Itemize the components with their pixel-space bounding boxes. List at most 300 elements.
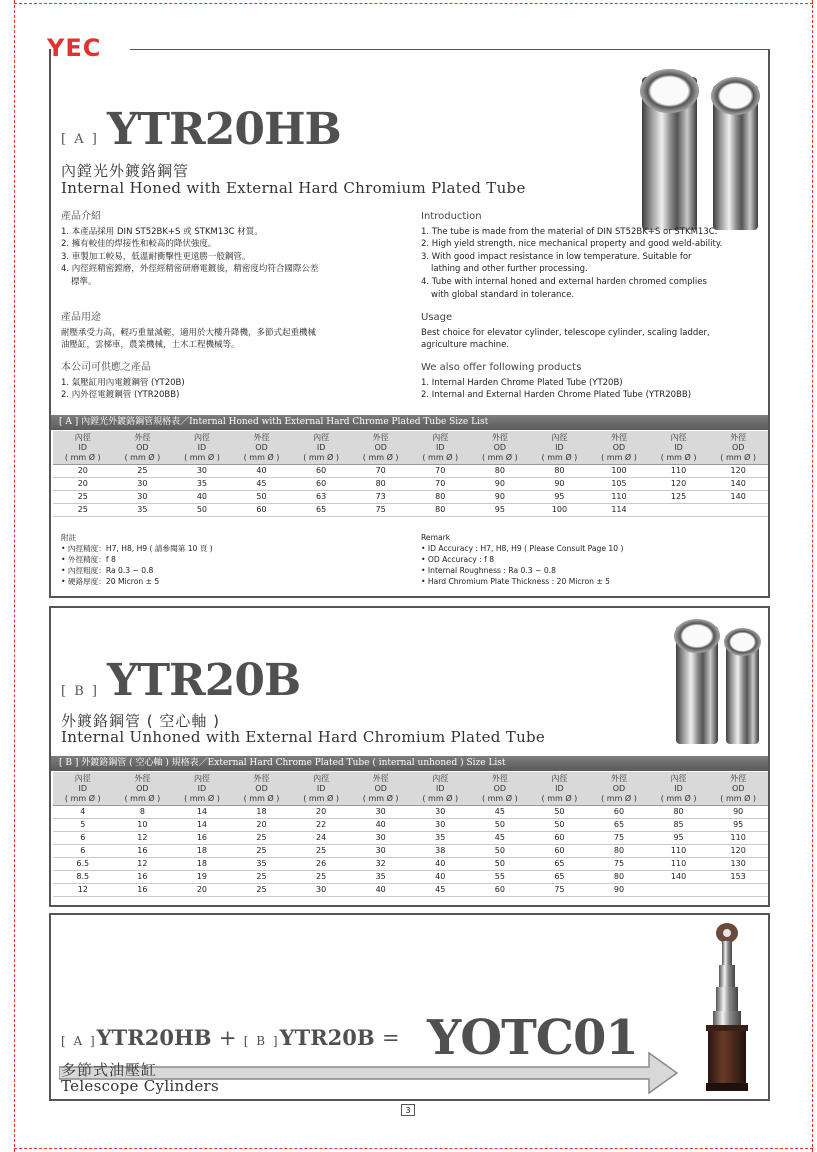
remarks-en-line: • Hard Chromium Plate Thickness : 20 Micron ± 5: [421, 577, 610, 586]
table-cell: 75: [589, 832, 649, 845]
header-id: [410, 772, 470, 806]
header-cn: 內徑: [313, 433, 330, 442]
usage-cn-line: 油壓缸，雲梯車，農業機械，土木工程機械等。: [61, 340, 240, 351]
table-cell: 16: [113, 845, 173, 858]
intro-en-line: 4. Tube with internal honed and external harden chromed complies: [421, 276, 707, 287]
header-en: OD: [374, 784, 387, 793]
header-id: [291, 431, 351, 465]
table-cell: 16: [113, 884, 173, 897]
also-offer-en: [421, 362, 766, 402]
table-cell: 65: [291, 504, 351, 517]
table-cell: 40: [232, 465, 292, 478]
header-en: ID: [197, 784, 207, 793]
table-cell: 12: [113, 858, 173, 871]
table-cell: 100: [530, 504, 590, 517]
header-unit: ( mm Ø ): [422, 453, 459, 462]
intro-cn-line: 4. 內徑經精密鏜磨，外徑經精密研磨電鍍後，精密度均符合國際公差: [61, 264, 319, 275]
header-od: [589, 431, 649, 465]
table-cell: 90: [589, 884, 649, 897]
table-row: [53, 858, 768, 871]
header-unit: ( mm Ø ): [124, 794, 161, 803]
table-cell: 14: [172, 819, 232, 832]
table-cell: 40: [410, 871, 470, 884]
usage-cn-heading: 產品用途: [61, 312, 101, 323]
product-title-en: Internal Honed with External Hard Chromium Plated Tube: [61, 179, 526, 197]
table-cell: 75: [589, 858, 649, 871]
table-row: [53, 806, 768, 819]
intro-en-line: 3. With good impact resistance in low temperature. Suitable for: [421, 251, 692, 262]
header-cn: 外徑: [491, 774, 508, 783]
table-cell: 25: [232, 832, 292, 845]
table-cell: 25: [232, 845, 292, 858]
table-cell: 90: [530, 478, 590, 491]
header-en: ID: [674, 443, 683, 452]
header-od: [113, 772, 173, 806]
header-id: [53, 772, 113, 806]
table-cell: 30: [113, 478, 173, 491]
header-cn: 內徑: [193, 433, 210, 442]
table-cell: 60: [530, 845, 590, 858]
table-cell: 80: [649, 806, 709, 819]
header-unit: ( mm Ø ): [481, 453, 518, 462]
table-cell: 20: [232, 819, 292, 832]
table-cell: 35: [113, 504, 173, 517]
header-cn: 外徑: [610, 774, 627, 783]
table-cell: 120: [649, 478, 709, 491]
header-od: [351, 431, 411, 465]
header-id: [649, 772, 709, 806]
header-unit: ( mm Ø ): [720, 453, 757, 462]
header-en: ID: [316, 784, 326, 793]
header-id: [172, 431, 232, 465]
header-cn: 外徑: [730, 433, 747, 442]
remarks-en-line: • Internal Roughness : Ra 0.3 ~ 0.8: [421, 566, 556, 575]
table-cell: 40: [410, 858, 470, 871]
table-cell: 50: [172, 504, 232, 517]
table-cell: 75: [351, 504, 411, 517]
telescope-cylinder-image: [691, 919, 761, 1097]
header-en: ID: [78, 443, 88, 452]
table-cell: 65: [589, 819, 649, 832]
header-unit: ( mm Ø ): [481, 794, 518, 803]
table-cell: 60: [291, 478, 351, 491]
page-number: 3: [401, 1104, 415, 1116]
table-cell: 14: [172, 806, 232, 819]
table-cell: 110: [649, 845, 709, 858]
size-table-a: [53, 431, 768, 517]
header-unit: ( mm Ø ): [362, 794, 399, 803]
model-title: YTR20B: [107, 655, 301, 706]
usage-cn-line: 耐壓承受力高，輕巧重量減輕，適用於大樓升降機，多節式起重機械: [61, 327, 317, 338]
header-en: OD: [731, 443, 745, 452]
header-unit: ( mm Ø ): [660, 453, 697, 462]
table-cell: 40: [351, 819, 411, 832]
header-cn: 內徑: [670, 774, 687, 783]
remarks-cn-heading: 附註: [61, 533, 77, 542]
tube-opening: [711, 77, 760, 115]
header-unit: ( mm Ø ): [720, 794, 757, 803]
product-title-en: Internal Unhoned with External Hard Chromium Plated Tube: [61, 728, 546, 746]
header-cn: 內徑: [551, 433, 568, 442]
table-cell: 22: [291, 819, 351, 832]
table-cell: 35: [351, 871, 411, 884]
table-cell: 90: [470, 478, 530, 491]
table-cell: 50: [470, 845, 530, 858]
table-cell: 25: [291, 845, 351, 858]
table-cell: 50: [470, 858, 530, 871]
header-cn: 內徑: [74, 433, 91, 442]
table-cell: 70: [351, 465, 411, 478]
table-cell: 35: [232, 858, 292, 871]
table-cell: 95: [649, 832, 709, 845]
header-cn: 內徑: [313, 774, 330, 783]
size-table-title: [ A ] 內鏜光外鍍鉻鋼管規格表／Internal Honed with External Hard Chrome Plated Tube Size List: [51, 415, 768, 430]
table-cell: 114: [589, 504, 649, 517]
table-cell: 35: [410, 832, 470, 845]
intro-en-line: 1. The tube is made from the material of DIN ST52BK+S or STKM13C.: [421, 226, 718, 237]
table-cell: 30: [113, 491, 173, 504]
table-cell: 73: [351, 491, 411, 504]
table-cell: 80: [410, 504, 470, 517]
table-cell: 75: [530, 884, 590, 897]
header-unit: ( mm Ø ): [184, 453, 220, 462]
table-cell: 140: [708, 491, 768, 504]
table-header-row: [53, 431, 768, 465]
table-cell: [708, 884, 768, 897]
table-cell: 45: [470, 832, 530, 845]
table-cell: 50: [232, 491, 292, 504]
header-cn: 內徑: [193, 774, 210, 783]
header-unit: ( mm Ø ): [64, 794, 101, 803]
table-cell: 18: [172, 845, 232, 858]
remarks-cn: [61, 532, 213, 587]
table-cell: 20: [172, 884, 232, 897]
header-en: ID: [435, 784, 445, 793]
usage-cn: [61, 312, 411, 352]
table-cell: 50: [530, 819, 590, 832]
header-en: OD: [493, 443, 507, 452]
table-cell: 8.5: [53, 871, 113, 884]
header-en: ID: [435, 443, 445, 452]
header-unit: ( mm Ø ): [422, 794, 459, 803]
header-cn: 內徑: [432, 774, 449, 783]
also-offer-en-heading: We also offer following products: [421, 362, 582, 373]
model-b: YTR20B: [279, 1025, 375, 1050]
table-cell: 19: [172, 871, 232, 884]
table-row: [53, 845, 768, 858]
remarks-cn-line: • 內徑精度：H7, H8, H9 ( 請參閱第 10 頁 ): [61, 544, 213, 553]
table-cell: 25: [53, 491, 113, 504]
header-od: [113, 431, 173, 465]
header-unit: ( mm Ø ): [541, 453, 578, 462]
table-cell: 4: [53, 806, 113, 819]
table-row: [53, 491, 768, 504]
table-cell: 16: [113, 871, 173, 884]
header-unit: ( mm Ø ): [362, 453, 399, 462]
table-row: [53, 504, 768, 517]
table-cell: 20: [53, 478, 113, 491]
header-od: [708, 431, 768, 465]
plus-sign: +: [218, 1026, 237, 1050]
header-od: [232, 772, 292, 806]
header-en: ID: [316, 443, 326, 452]
header-id: [649, 431, 709, 465]
header-cn: 外徑: [730, 774, 747, 783]
header-unit: ( mm Ø ): [660, 794, 697, 803]
table-cell: 105: [589, 478, 649, 491]
table-cell: 60: [470, 884, 530, 897]
table-cell: 25: [113, 465, 173, 478]
header-od: [351, 772, 411, 806]
header-unit: ( mm Ø ): [124, 453, 161, 462]
table-cell: 6: [53, 845, 113, 858]
model-title: YTR20HB: [107, 104, 341, 155]
header-cn: 內徑: [74, 774, 91, 783]
header-unit: ( mm Ø ): [601, 794, 637, 803]
usage-en-line: Best choice for elevator cylinder, telescope cylinder, scaling ladder,: [421, 327, 710, 338]
header-unit: ( mm Ø ): [64, 453, 101, 462]
table-cell: 70: [410, 465, 470, 478]
header-unit: ( mm Ø ): [243, 794, 280, 803]
header-en: ID: [555, 443, 564, 452]
header-cn: 內徑: [670, 433, 687, 442]
table-cell: 40: [172, 491, 232, 504]
table-cell: 30: [410, 806, 470, 819]
header-en: OD: [136, 784, 149, 793]
remarks-en-line: • OD Accuracy : f 8: [421, 555, 495, 564]
also-offer-cn-line: 1. 氣壓缸用內電鍍鋼管 (YT20B): [61, 377, 185, 388]
table-cell: 65: [530, 858, 590, 871]
table-row: [53, 884, 768, 897]
table-cell: 30: [291, 884, 351, 897]
intro-en-line: with global standard in tolerance.: [431, 289, 575, 300]
also-offer-en-line: 2. Internal and External Harden Chrome Plated Tube (YTR20BB): [421, 390, 692, 401]
table-row: [53, 465, 768, 478]
table-cell: 30: [351, 832, 411, 845]
table-cell: 153: [708, 871, 768, 884]
intro-cn: [61, 211, 411, 289]
table-cell: 45: [470, 806, 530, 819]
header-cn: 外徑: [134, 433, 151, 442]
header-id: [53, 431, 113, 465]
table-cell: 95: [530, 491, 590, 504]
table-cell: 26: [291, 858, 351, 871]
table-cell: 16: [172, 832, 232, 845]
table-row: [53, 819, 768, 832]
table-cell: 50: [530, 806, 590, 819]
header-en: OD: [731, 784, 745, 793]
table-cell: 25: [232, 884, 292, 897]
header-en: OD: [136, 443, 149, 452]
section-c-panel: [49, 913, 770, 1101]
intro-cn-line: 3. 車製加工較易，低溫耐衝擊性更遠勝一般鋼管。: [61, 251, 251, 262]
header-en: ID: [197, 443, 207, 452]
header-od: [470, 431, 530, 465]
result-model: YOTC01: [427, 1010, 638, 1066]
brand-logo: YEC: [47, 34, 102, 62]
table-cell: 90: [708, 806, 768, 819]
table-row: [53, 478, 768, 491]
table-cell: 125: [649, 491, 709, 504]
table-cell: 63: [291, 491, 351, 504]
table-cell: 5: [53, 819, 113, 832]
table-cell: 140: [708, 478, 768, 491]
remarks-cn-line: • 外徑精度：f 8: [61, 555, 116, 564]
section-a-panel: [49, 49, 770, 598]
intro-cn-heading: 產品介紹: [61, 211, 101, 222]
header-cn: 外徑: [372, 433, 389, 442]
also-offer-cn-line: 2. 內外徑電鍍鋼管 (YTR20BB): [61, 390, 180, 401]
table-cell: 140: [649, 871, 709, 884]
table-cell: 24: [291, 832, 351, 845]
table-cell: 30: [410, 819, 470, 832]
intro-en: [421, 211, 766, 301]
table-cell: 30: [172, 465, 232, 478]
header-id: [410, 431, 470, 465]
header-unit: ( mm Ø ): [184, 794, 220, 803]
table-cell: 80: [589, 871, 649, 884]
header-en: ID: [674, 784, 683, 793]
header-en: OD: [612, 443, 626, 452]
table-cell: 6: [53, 832, 113, 845]
table-cell: 60: [530, 832, 590, 845]
table-cell: 80: [410, 491, 470, 504]
table-header-row: [53, 772, 768, 806]
intro-en-heading: Introduction: [421, 211, 482, 222]
intro-cn-line: 1. 本產品採用 DIN ST52BK+S 或 STKM13C 材質。: [61, 226, 263, 237]
page-border-left: [14, 0, 15, 1152]
also-offer-en-line: 1. Internal Harden Chrome Plated Tube (YT20B): [421, 377, 623, 388]
header-cn: 外徑: [372, 774, 389, 783]
table-cell: 18: [232, 806, 292, 819]
table-cell: [708, 504, 768, 517]
table-cell: 25: [232, 871, 292, 884]
header-od: [708, 772, 768, 806]
table-cell: 45: [410, 884, 470, 897]
header-unit: ( mm Ø ): [601, 453, 637, 462]
section-tag: [ B ]: [61, 684, 99, 699]
remarks-cn-line: • 內徑粗度：Ra 0.3 ~ 0.8: [61, 566, 154, 575]
table-cell: 110: [589, 491, 649, 504]
table-cell: 30: [351, 806, 411, 819]
remarks-en-heading: Remark: [421, 533, 451, 542]
header-cn: 內徑: [551, 774, 568, 783]
intro-cn-line: 2. 擁有較佳的焊接性和較高的降伏強度。: [61, 239, 217, 250]
table-cell: 25: [53, 504, 113, 517]
table-cell: 25: [291, 871, 351, 884]
table-cell: 40: [351, 884, 411, 897]
table-cell: 120: [708, 465, 768, 478]
size-table-b: [53, 772, 768, 897]
tube-opening: [640, 69, 699, 113]
header-od: [589, 772, 649, 806]
usage-en-line: agriculture machine.: [421, 340, 510, 351]
table-cell: 45: [232, 478, 292, 491]
table-cell: 70: [410, 478, 470, 491]
also-offer-cn-heading: 本公司可供應之產品: [61, 362, 151, 373]
table-cell: 65: [530, 871, 590, 884]
table-cell: 8: [113, 806, 173, 819]
table-cell: 85: [649, 819, 709, 832]
table-row: [53, 871, 768, 884]
header-id: [291, 772, 351, 806]
table-cell: 6.5: [53, 858, 113, 871]
table-cell: 38: [410, 845, 470, 858]
header-od: [232, 431, 292, 465]
table-cell: 60: [291, 465, 351, 478]
table-cell: 18: [172, 858, 232, 871]
page-border-bottom: [14, 1148, 813, 1149]
usage-en-heading: Usage: [421, 312, 453, 323]
table-cell: 50: [470, 819, 530, 832]
table-cell: 80: [589, 845, 649, 858]
table-cell: 100: [589, 465, 649, 478]
table-cell: 35: [172, 478, 232, 491]
header-cn: 外徑: [253, 433, 270, 442]
table-cell: 80: [470, 465, 530, 478]
table-cell: 12: [53, 884, 113, 897]
tube-opening: [674, 619, 720, 653]
equals-sign: =: [381, 1026, 400, 1050]
product-title-cn: 外鍍鉻鋼管 ( 空心軸 ): [61, 712, 221, 730]
header-unit: ( mm Ø ): [303, 453, 339, 462]
header-cn: 外徑: [134, 774, 151, 783]
header-cn: 外徑: [491, 433, 508, 442]
header-cn: 外徑: [610, 433, 627, 442]
section-b-panel: [49, 606, 770, 907]
table-cell: 20: [291, 806, 351, 819]
header-unit: ( mm Ø ): [541, 794, 578, 803]
usage-en: [421, 312, 766, 352]
table-cell: 95: [470, 504, 530, 517]
header-en: ID: [78, 784, 88, 793]
table-cell: 120: [708, 845, 768, 858]
header-od: [470, 772, 530, 806]
table-cell: 110: [649, 858, 709, 871]
table-cell: 60: [232, 504, 292, 517]
remarks-en-line: • ID Accuracy : H7, H8, H9 ( Please Consult Page 10 ): [421, 544, 624, 553]
table-cell: 60: [589, 806, 649, 819]
table-cell: 20: [53, 465, 113, 478]
header-id: [530, 772, 590, 806]
header-unit: ( mm Ø ): [303, 794, 339, 803]
header-en: OD: [493, 784, 507, 793]
combo-formula: [61, 1025, 400, 1050]
table-cell: [649, 504, 709, 517]
table-cell: 30: [351, 845, 411, 858]
model-a: YTR20HB: [96, 1025, 212, 1050]
table-cell: 55: [470, 871, 530, 884]
intro-en-line: lathing and other further processing.: [431, 264, 588, 275]
header-en: OD: [612, 784, 626, 793]
header-cn: 外徑: [253, 774, 270, 783]
table-cell: 12: [113, 832, 173, 845]
header-en: OD: [255, 443, 268, 452]
table-cell: 110: [649, 465, 709, 478]
intro-cn-line: 標準。: [71, 276, 97, 287]
header-id: [530, 431, 590, 465]
table-cell: 10: [113, 819, 173, 832]
table-cell: 90: [470, 491, 530, 504]
table-cell: 130: [708, 858, 768, 871]
tag-b: [ B ]: [243, 1034, 280, 1048]
intro-en-line: 2. High yield strength, nice mechanical property and good weld-ability.: [421, 239, 723, 250]
remarks-cn-line: • 硬鉻厚度：20 Micron ± 5: [61, 577, 160, 586]
telescope-title-en: Telescope Cylinders: [61, 1077, 220, 1095]
header-en: OD: [374, 443, 387, 452]
section-tag: [ A ]: [61, 132, 99, 147]
page-border-top: [14, 3, 813, 4]
